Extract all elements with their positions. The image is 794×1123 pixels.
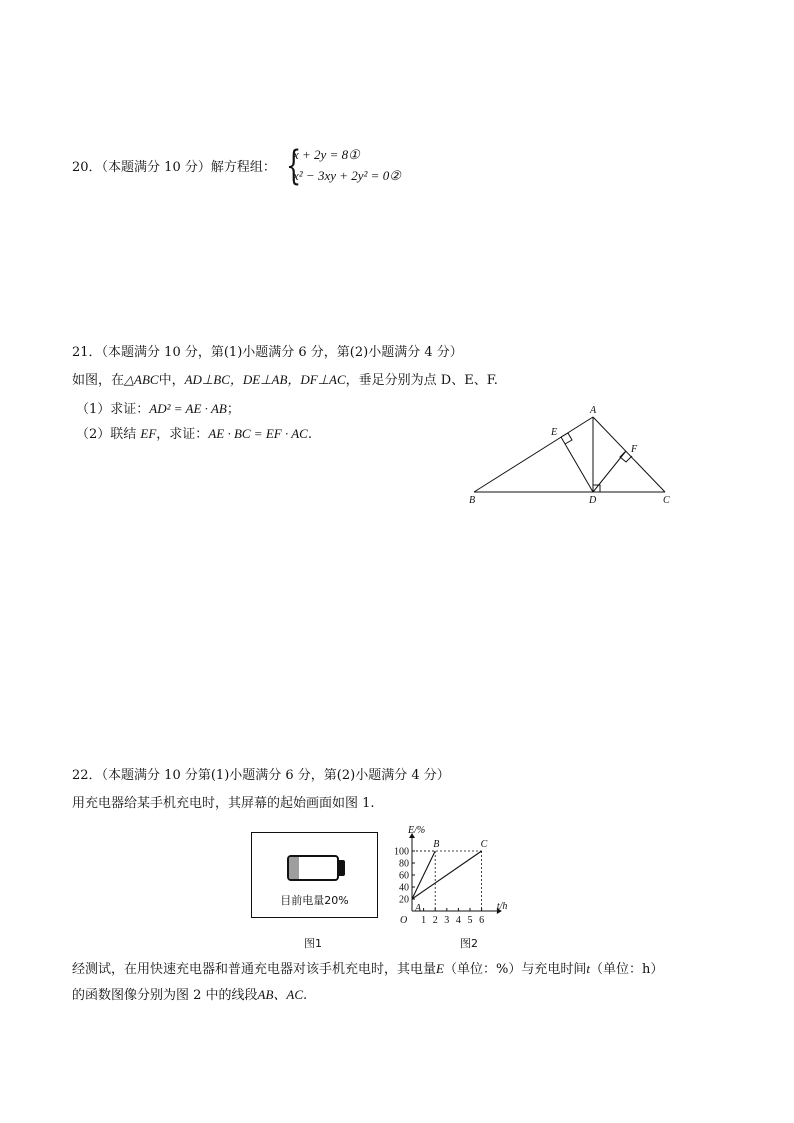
q22-desc-line2 [72, 987, 307, 1004]
point-label-a: A [415, 903, 422, 914]
q21-intro-triangle: △ABC [124, 372, 159, 387]
fig1-caption: 图1 [304, 937, 322, 950]
x-axis-label: t/h [496, 901, 508, 912]
q21-intro [72, 372, 498, 389]
y-tick-label: 20 [399, 894, 409, 906]
point-label-c: C [480, 839, 488, 850]
y-tick-label: 80 [399, 858, 409, 870]
q22-desc2-seg: AB、AC [257, 987, 304, 1002]
q22-desc-line1 [72, 961, 663, 978]
q21-part2-prefix: （2）联结 [76, 427, 141, 442]
brace: { [286, 143, 302, 189]
battery-level-text: 目前电量20% [280, 894, 349, 907]
label-a: A [590, 405, 597, 416]
label-f: F [631, 444, 638, 455]
series-line-ab [412, 851, 435, 899]
segment-de [561, 437, 593, 492]
segment-df [593, 451, 626, 492]
series-line-ac [412, 851, 482, 899]
x-tick-label: 3 [444, 915, 450, 926]
q21-part1-suffix: ； [226, 402, 240, 417]
side-ab [474, 417, 593, 492]
label-e: E [551, 427, 558, 438]
x-tick-label: 6 [479, 915, 485, 926]
q22-desc1-a: 经测试，在用快速充电器和普通充电器对该手机充电时，其电量 [72, 962, 437, 977]
q21-part1-math: AD² = AE · AB [149, 401, 227, 416]
q22-desc1-E: E [436, 961, 444, 976]
phone-screen [251, 832, 378, 918]
q22-header: 22．（本题满分 10 分第(1)小题满分 6 分，第(2)小题满分 4 分） [72, 768, 450, 783]
equation-2: x² − 3xy + 2y² = 0② [293, 168, 401, 183]
q20-header: 20．（本题满分 10 分）解方程组： [72, 160, 276, 175]
equation-system [286, 143, 416, 189]
label-b: B [469, 495, 476, 506]
battery-cap [339, 860, 345, 876]
point-label-b: B [433, 839, 440, 850]
q21-intro-perps: AD⊥BC，DE⊥AB，DF⊥AC [184, 372, 346, 387]
q21-intro-mid: 中， [158, 373, 185, 388]
equation-1: x + 2y = 8① [293, 147, 360, 162]
q21-part1-prefix: （1）求证： [76, 402, 150, 417]
label-d: D [589, 495, 597, 506]
q21-intro-prefix: 如图，在 [72, 373, 125, 388]
triangle-figure [462, 400, 682, 510]
q21-part2-math: AE · BC = EF · AC [208, 426, 308, 441]
q22-desc1-t: t [586, 961, 590, 976]
battery-icon [287, 855, 339, 881]
y-tick-label: 40 [399, 882, 409, 894]
label-c: C [663, 495, 670, 506]
x-tick-label: 5 [467, 915, 473, 926]
q22-intro: 用充电器给某手机充电时，其屏幕的起始画面如图 1. [72, 796, 375, 811]
q22-desc1-c: （单位：h） [589, 962, 664, 977]
charge-chart [390, 815, 550, 935]
q22-desc2-a: 的函数图像分别为图 2 中的线段 [72, 988, 258, 1003]
side-ac [593, 417, 665, 492]
right-angle-e [561, 433, 572, 444]
q21-part2-mid: ，求证： [156, 427, 209, 442]
q21-header: 21．（本题满分 10 分，第(1)小题满分 6 分，第(2)小题满分 4 分） [72, 345, 463, 360]
x-tick-label: 4 [455, 915, 461, 926]
x-tick-label: 1 [421, 915, 427, 926]
fig2-caption: 图2 [460, 937, 478, 950]
q21-intro-suffix: ，垂足分别为点 D、E、F. [345, 373, 498, 388]
q22-desc1-b: （单位：%）与充电时间 [443, 962, 587, 977]
q22-desc2-b: . [303, 988, 308, 1003]
q21-part2 [76, 426, 312, 443]
y-tick-label: 100 [394, 846, 409, 858]
q21-part1 [76, 401, 240, 418]
origin-label: O [400, 915, 408, 926]
q21-part2-ef: EF [140, 426, 157, 441]
q21-part2-suffix: . [307, 427, 312, 442]
y-axis-label: E/% [408, 825, 426, 836]
y-tick-label: 60 [399, 870, 409, 882]
battery-fill [289, 857, 299, 879]
x-tick-label: 2 [432, 915, 438, 926]
